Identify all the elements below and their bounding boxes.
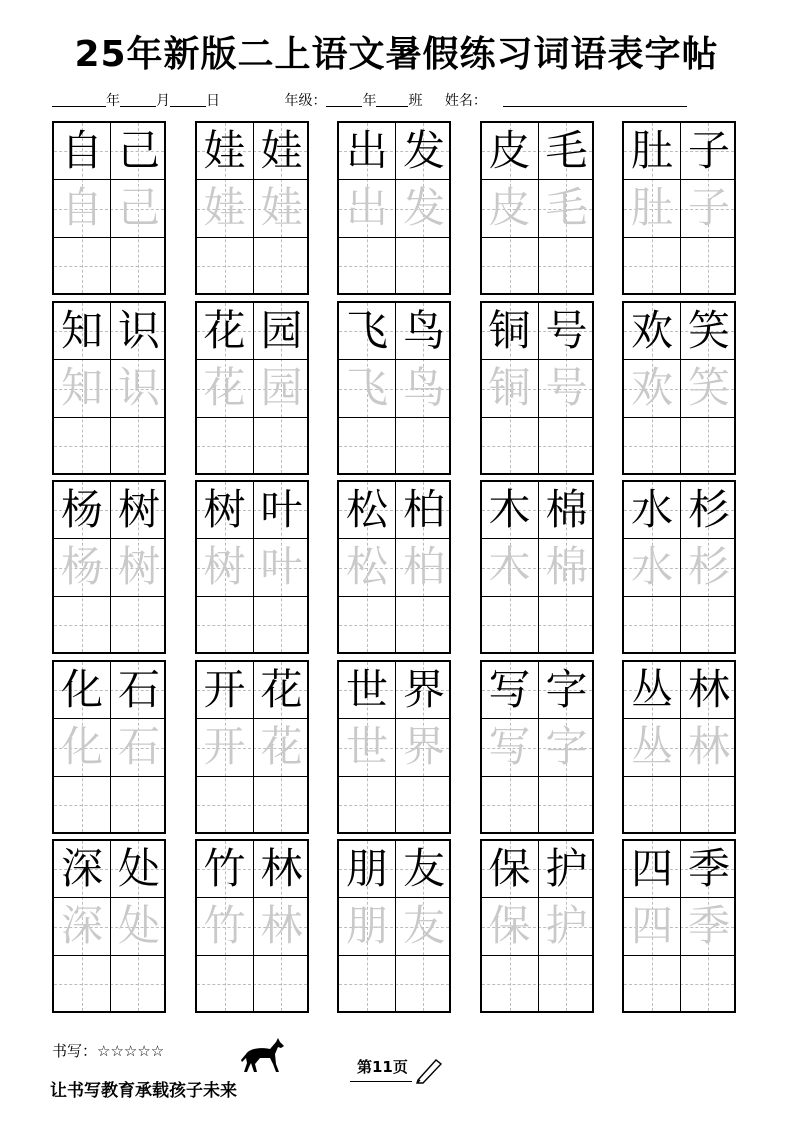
writing-box[interactable] — [254, 418, 309, 473]
writing-box[interactable] — [339, 597, 394, 652]
writing-box[interactable] — [197, 418, 252, 473]
model-character: 深 — [60, 844, 103, 893]
trace-character: 识 — [117, 362, 160, 412]
model-character: 己 — [117, 126, 160, 175]
trace-character: 知 — [60, 362, 103, 412]
model-character: 丛 — [630, 664, 673, 714]
writing-box[interactable] — [396, 597, 451, 652]
word-cell — [622, 839, 736, 1013]
trace-character: 柏 — [402, 542, 445, 591]
writing-box[interactable] — [197, 777, 252, 832]
writing-box[interactable] — [624, 956, 679, 1011]
model-character: 树 — [117, 485, 160, 534]
model-character: 娃 — [203, 126, 246, 175]
trace-character: 化 — [60, 721, 103, 771]
trace-character: 发 — [402, 183, 445, 232]
model-character: 朋 — [345, 844, 388, 893]
month-blank[interactable] — [120, 92, 156, 107]
word-cell — [52, 121, 166, 295]
trace-character: 子 — [687, 183, 730, 232]
pen-icon — [414, 1056, 444, 1084]
writing-box[interactable] — [254, 597, 309, 652]
model-character: 水 — [630, 485, 673, 534]
writing-box[interactable] — [396, 238, 451, 293]
writing-box[interactable] — [111, 238, 166, 293]
trace-character: 自 — [60, 183, 103, 232]
writing-box[interactable] — [482, 418, 537, 473]
word-cell — [195, 660, 309, 834]
writing-box[interactable] — [254, 956, 309, 1011]
trace-character: 号 — [545, 362, 588, 412]
word-cell — [52, 301, 166, 475]
grade-blank[interactable] — [326, 92, 362, 107]
model-character: 欢 — [630, 305, 673, 355]
word-cell — [480, 301, 594, 475]
trace-character: 处 — [117, 901, 160, 950]
model-character: 知 — [60, 305, 103, 355]
writing-box[interactable] — [54, 956, 109, 1011]
writing-box[interactable] — [539, 777, 594, 832]
writing-box[interactable] — [54, 777, 109, 832]
writing-rating: 书写：☆☆☆☆☆ — [52, 1042, 165, 1060]
trace-character: 界 — [402, 721, 445, 771]
model-character: 铜 — [488, 305, 531, 355]
model-character: 友 — [402, 844, 445, 893]
model-character: 林 — [687, 664, 730, 714]
word-cell — [52, 480, 166, 654]
model-character: 肚 — [630, 126, 673, 175]
model-character: 季 — [687, 844, 730, 893]
trace-character: 世 — [345, 721, 388, 771]
writing-box[interactable] — [624, 418, 679, 473]
writing-box[interactable] — [539, 418, 594, 473]
writing-box[interactable] — [254, 777, 309, 832]
student-info-line — [52, 90, 742, 112]
page-number: 第11页 — [357, 1058, 408, 1076]
trace-character: 丛 — [630, 721, 673, 771]
trace-character: 皮 — [488, 183, 531, 232]
model-character: 界 — [402, 664, 445, 714]
trace-character: 林 — [687, 721, 730, 771]
grade-label: 年级： — [284, 93, 327, 109]
trace-character: 竹 — [203, 901, 246, 950]
trace-character: 娃 — [203, 183, 246, 232]
model-character: 子 — [687, 126, 730, 175]
trace-character: 娃 — [260, 183, 303, 232]
model-character: 竹 — [203, 844, 246, 893]
word-cell — [480, 480, 594, 654]
word-cell — [195, 121, 309, 295]
trace-character: 树 — [117, 542, 160, 591]
writing-box[interactable] — [339, 418, 394, 473]
writing-box[interactable] — [539, 956, 594, 1011]
model-character: 娃 — [260, 126, 303, 175]
model-character: 发 — [402, 126, 445, 175]
name-label: 姓名： — [444, 93, 487, 109]
model-character: 笑 — [687, 305, 730, 355]
word-cell — [337, 660, 451, 834]
writing-box[interactable] — [197, 597, 252, 652]
slogan: 让书写教育承载孩子未来 — [50, 1081, 237, 1101]
writing-box[interactable] — [624, 597, 679, 652]
model-character: 处 — [117, 844, 160, 893]
word-cell — [195, 839, 309, 1013]
word-cell — [337, 301, 451, 475]
word-cell — [337, 839, 451, 1013]
trace-character: 飞 — [345, 362, 388, 412]
trace-character: 出 — [345, 183, 388, 232]
model-character: 鸟 — [402, 305, 445, 355]
trace-character: 树 — [203, 542, 246, 591]
writing-box[interactable] — [339, 238, 394, 293]
word-cell — [52, 660, 166, 834]
trace-character: 己 — [117, 183, 160, 232]
trace-character: 保 — [488, 901, 531, 950]
writing-box[interactable] — [339, 777, 394, 832]
word-cell — [480, 660, 594, 834]
writing-box[interactable] — [681, 956, 736, 1011]
word-cell — [337, 121, 451, 295]
model-character: 四 — [630, 844, 673, 893]
model-character: 出 — [345, 126, 388, 175]
trace-character: 叶 — [260, 542, 303, 591]
word-cell — [622, 301, 736, 475]
trace-character: 笑 — [687, 362, 730, 412]
trace-character: 肚 — [630, 183, 673, 232]
class-label: 班 — [408, 93, 423, 109]
trace-character: 木 — [488, 542, 531, 591]
writing-box[interactable] — [111, 597, 166, 652]
model-character: 自 — [60, 126, 103, 175]
trace-character: 朋 — [345, 901, 388, 950]
trace-character: 开 — [203, 721, 246, 771]
word-cell — [195, 480, 309, 654]
trace-character: 毛 — [545, 183, 588, 232]
model-character: 保 — [488, 844, 531, 893]
writing-box[interactable] — [539, 238, 594, 293]
trace-character: 写 — [488, 721, 531, 771]
day-label: 日 — [206, 93, 220, 109]
word-cell — [480, 121, 594, 295]
trace-character: 友 — [402, 901, 445, 950]
trace-character: 水 — [630, 542, 673, 591]
word-cell — [622, 660, 736, 834]
day-blank[interactable] — [170, 92, 206, 107]
writing-box[interactable] — [681, 777, 736, 832]
writing-box[interactable] — [54, 418, 109, 473]
writing-box[interactable] — [681, 418, 736, 473]
model-character: 开 — [203, 664, 246, 714]
month-label: 月 — [156, 93, 170, 109]
writing-box[interactable] — [254, 238, 309, 293]
model-character: 柏 — [402, 485, 445, 534]
model-character: 花 — [203, 305, 246, 355]
writing-box[interactable] — [396, 777, 451, 832]
trace-character: 深 — [60, 901, 103, 950]
word-cell — [337, 480, 451, 654]
class-blank[interactable] — [376, 92, 408, 107]
grade-year-label: 年 — [362, 93, 377, 109]
word-cell — [195, 301, 309, 475]
trace-character: 花 — [203, 362, 246, 412]
trace-character: 鸟 — [402, 362, 445, 412]
model-character: 护 — [545, 844, 588, 893]
writing-box[interactable] — [54, 238, 109, 293]
year-label: 年 — [106, 93, 120, 109]
trace-character: 字 — [545, 721, 588, 771]
trace-character: 花 — [260, 721, 303, 771]
model-character: 木 — [488, 485, 531, 534]
horse-icon — [240, 1034, 286, 1076]
trace-character: 石 — [117, 721, 160, 771]
writing-box[interactable] — [624, 777, 679, 832]
word-cell — [622, 480, 736, 654]
name-blank[interactable] — [503, 92, 687, 107]
word-cell — [480, 839, 594, 1013]
year-blank[interactable] — [52, 92, 106, 107]
trace-character: 四 — [630, 901, 673, 950]
model-character: 号 — [545, 305, 588, 355]
trace-character: 林 — [260, 901, 303, 950]
writing-box[interactable] — [111, 418, 166, 473]
model-character: 石 — [117, 664, 160, 714]
model-character: 叶 — [260, 485, 303, 534]
trace-character: 铜 — [488, 362, 531, 412]
writing-box[interactable] — [111, 956, 166, 1011]
model-character: 花 — [260, 664, 303, 714]
trace-character: 杉 — [687, 542, 730, 591]
model-character: 化 — [60, 664, 103, 714]
writing-box[interactable] — [197, 956, 252, 1011]
writing-box[interactable] — [396, 418, 451, 473]
writing-box[interactable] — [111, 777, 166, 832]
trace-character: 季 — [687, 901, 730, 950]
page-title: 25年新版二上语文暑假练习词语表字帖 — [74, 34, 719, 75]
writing-box[interactable] — [624, 238, 679, 293]
model-character: 识 — [117, 305, 160, 355]
writing-box[interactable] — [482, 777, 537, 832]
model-character: 杨 — [60, 485, 103, 534]
trace-character: 护 — [545, 901, 588, 950]
word-cell — [622, 121, 736, 295]
model-character: 毛 — [545, 126, 588, 175]
writing-box[interactable] — [54, 597, 109, 652]
model-character: 皮 — [488, 126, 531, 175]
trace-character: 松 — [345, 542, 388, 591]
writing-box[interactable] — [681, 238, 736, 293]
writing-box[interactable] — [339, 956, 394, 1011]
model-character: 字 — [545, 664, 588, 714]
page-number-underline — [350, 1081, 412, 1082]
writing-box[interactable] — [482, 956, 537, 1011]
model-character: 松 — [345, 485, 388, 534]
trace-character: 杨 — [60, 542, 103, 591]
writing-box[interactable] — [681, 597, 736, 652]
trace-character: 园 — [260, 362, 303, 412]
writing-box[interactable] — [482, 597, 537, 652]
trace-character: 棉 — [545, 542, 588, 591]
model-character: 林 — [260, 844, 303, 893]
model-character: 杉 — [687, 485, 730, 534]
model-character: 棉 — [545, 485, 588, 534]
model-character: 树 — [203, 485, 246, 534]
model-character: 世 — [345, 664, 388, 714]
writing-box[interactable] — [197, 238, 252, 293]
writing-box[interactable] — [539, 597, 594, 652]
writing-box[interactable] — [396, 956, 451, 1011]
word-cell — [52, 839, 166, 1013]
writing-box[interactable] — [482, 238, 537, 293]
model-character: 园 — [260, 305, 303, 355]
trace-character: 欢 — [630, 362, 673, 412]
model-character: 飞 — [345, 305, 388, 355]
model-character: 写 — [488, 664, 531, 714]
